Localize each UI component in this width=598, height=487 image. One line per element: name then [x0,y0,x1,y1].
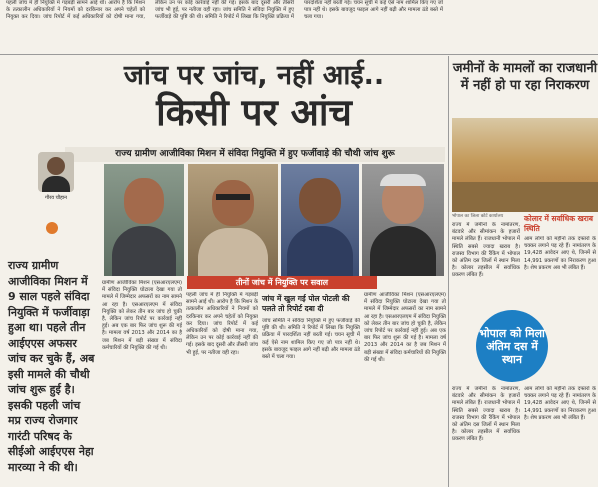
top-text-b: जांच समिति ने संविदा नियुक्ति में हुए फर्जीवाड़े की पुष्टि की थी। समिति ने रिपोर्ट में लिखा कि नियुक्ति प्रक्रिया में पारदर्शिता नहीं बरती गई। चयन सूची में कई ऐसे नाम शामिल किए गए जो पात्र नहीं थे। इसके बावजूद फाइल आगे नहीं बढ़ी और मामला ठंडे बस्ते में चला गया। [155,0,443,21]
body-column-2: पहली जांच में ही नियुक्ति में गड़बड़ी सामने आई थी। आरोप है कि मिशन के तत्कालीन अधिकारियों ने नियमों को दरकिनार कर अपने चहेतों को नियुक्त कर दिया। जांच रिपोर्ट में कई अधिकारियों को दोषी माना गया, लेकिन उन पर कोई कार्रवाई नहीं की गई। इसके बाद दूसरी और तीसरी जांच भी हुई, पर नतीजा वही रहा। [186,292,258,356]
top-divider [0,54,598,55]
body-column-3: जांच समिति ने संविदा नियुक्ति में हुए फर्जीवाड़े की पुष्टि की थी। समिति ने रिपोर्ट में लिखा कि नियुक्ति प्रक्रिया में पारदर्शिता नहीं बरती गई। चयन सूची में कई ऐसे नाम शामिल किए गए जो पात्र नहीं थे। इसके बावजूद फाइल आगे नहीं बढ़ी और मामला ठंडे बस्ते में चला गया। [262,318,360,361]
headline-line2: किसी पर आंच [156,91,352,134]
photo-official-2 [188,164,278,276]
side-photo-caption: भोपाल का जिला कोर्ट कार्यालय [452,214,504,219]
top-article-text [6,0,592,52]
main-headline [64,60,444,134]
rank-circle-text: भोपाल को मिला अंतिम दस में स्थान [479,326,545,366]
side-body-3: राज्य में जमीनों के नामांतरण, बंटवारे और सीमांकन के हजारों मामले लंबित हैं। राजधानी भोपाल में स्थिति सबसे ज्यादा खराब है। राजस्व विभाग की रैंकिंग में भोपाल को अंतिम दस जिलों में स्थान मिला है। कोलार तहसील में सर्वाधिक प्रकरण लंबित हैं। [452,386,520,443]
side-body-4: आम लोगों को महीनों तक दफ्तरों के चक्कर लगाने पड़ रहे हैं। नामांतरण के 19,428 आवेदन आए थे, जिनमें से 14,991 प्रकरणों का निराकरण हुआ है। शेष प्रकरण अब भी लंबित हैं। [524,386,596,421]
top-text-a: पहली जांच में ही नियुक्ति में गड़बड़ी सामने आई थी। आरोप है कि मिशन के तत्कालीन अधिकारियों ने नियमों को दरकिनार कर अपने चहेतों को नियुक्त कर दिया। जांच रिपोर्ट में कई अधिकारियों को दोषी माना गया, लेकिन उन पर कोई कार्रवाई नहीं की गई। इसके बाद दूसरी और तीसरी जांच भी हुई, पर नतीजा वही रहा। [6,0,294,21]
vertical-divider [448,56,449,487]
side-body-2: आम लोगों को महीनों तक दफ्तरों के चक्कर लगाने पड़ रहे हैं। नामांतरण के 19,428 आवेदन आए थे, जिनमें से 14,991 प्रकरणों का निराकरण हुआ है। शेष प्रकरण अब भी लंबित हैं। [524,236,596,271]
photo-official-3 [281,164,359,276]
left-pullquote: राज्य ग्रामीण आजीविका मिशन में 9 साल पहले संविदा नियुक्ति में फर्जीवाड़ा हुआ था। पहले तीन आईएएस अफसर जांच कर चुके हैं, अब इसी मामले की चौथी जांच शुरू हुई है। इसकी पहली जांच मप्र राज्य रोजगार गारंटी परिषद के सीईओ आईएएस नेहा मारव्या ने की थी। [8,259,95,474]
byline-avatar [38,152,74,192]
body-column-3b: ग्रामीण आजीविका मिशन (एसआरएलएम) में संविदा नियुक्ति घोटाला देखा गया तो मामले में जिम्मेदार अफसरों का नाम सामने आ रहा है। एसआरएलएम में संविदा नियुक्ति को लेकर तीन बार जांच हो चुकी है, लेकिन जांच रिपोर्ट पर कार्रवाई नहीं हुई। अब एक बार फिर जांच शुरू की गई है। मामला वर्ष 2013 और 2014 का है जब मिशन में बड़ी संख्या में संविदा कर्मचारियों की नियुक्ति की गई थी। [364,292,446,363]
rank-circle [476,310,548,382]
side-headline: जमीनों के मामलों का राजधानी में नहीं हो पा रहा निराकरण [452,61,598,93]
photo-official-4 [362,164,444,276]
accent-dot-icon [46,222,58,234]
side-red-heading: कोलार में सर्वाधिक खराब स्थिति [524,214,594,233]
center-quote: जांच में खुल गई पोल पोटली की पलते तो रिपोर्ट दबा दी [262,294,350,313]
photo-tag: तीनों जांच में नियुक्ति पर सवाल [187,276,377,289]
side-body-1: राज्य में जमीनों के नामांतरण, बंटवारे और सीमांकन के हजारों मामले लंबित हैं। राजधानी भोपाल में स्थिति सबसे ज्यादा खराब है। राजस्व विभाग की रैंकिंग में भोपाल को अंतिम दस जिलों में स्थान मिला है। कोलार तहसील में सर्वाधिक प्रकरण लंबित हैं। [452,222,520,279]
headline-line1: जांच पर जांच, नहीं आई.. [123,60,385,91]
body-column-1: ग्रामीण आजीविका मिशन (एसआरएलएम) में संविदा नियुक्ति घोटाला देखा गया तो मामले में जिम्मेदार अफसरों का नाम सामने आ रहा है। एसआरएलएम में संविदा नियुक्ति को लेकर तीन बार जांच हो चुकी है, लेकिन जांच रिपोर्ट पर कार्रवाई नहीं हुई। अब एक बार फिर जांच शुरू की गई है। मामला वर्ष 2013 और 2014 का है जब मिशन में बड़ी संख्या में संविदा कर्मचारियों की नियुक्ति की गई थी। [102,280,182,351]
photo-official-1 [104,164,184,276]
byline-name: गौरव चौहान [45,195,67,201]
subheadline: राज्य ग्रामीण आजीविका मिशन में संविदा नियुक्ति में हुए फर्जीवाड़े की चौथी जांच शुरू [65,147,445,162]
side-photo [452,118,598,212]
